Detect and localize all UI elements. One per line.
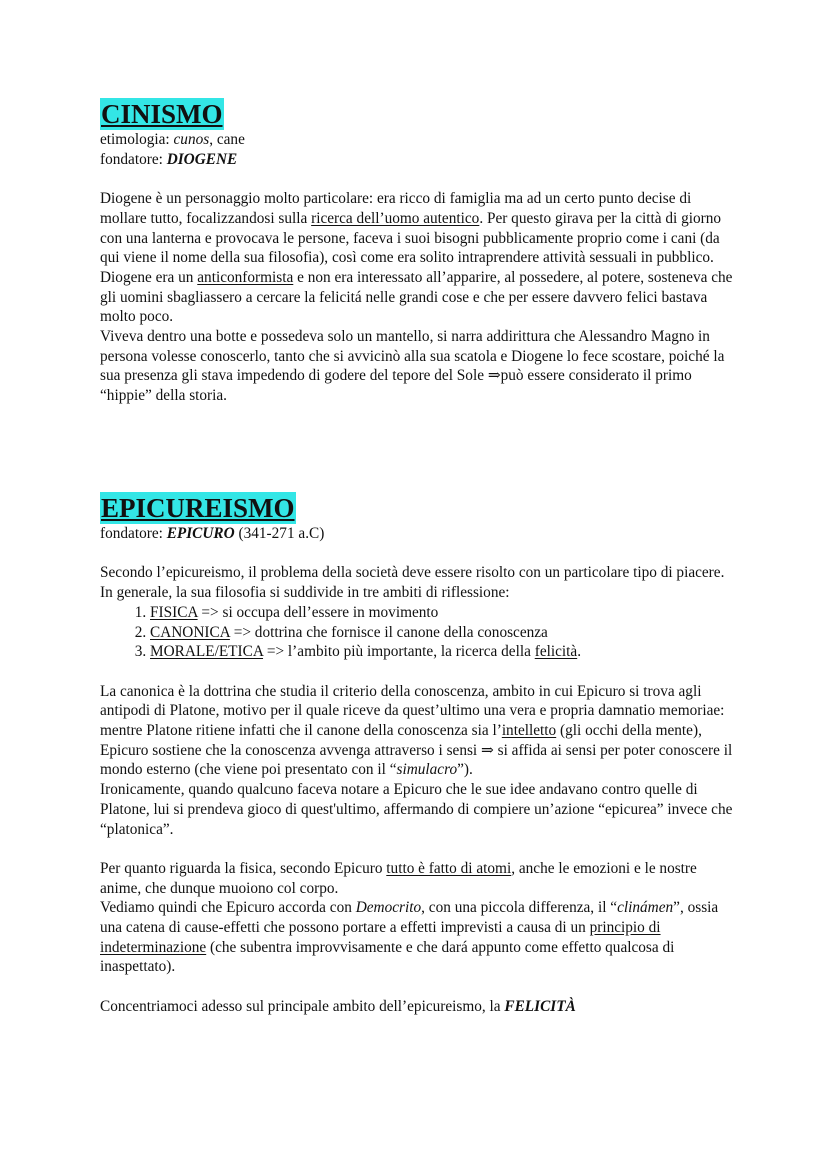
etymology-label: etimologia: xyxy=(100,131,174,148)
text: . xyxy=(577,643,582,661)
paragraph xyxy=(100,859,740,898)
founder-name: DIOGENE xyxy=(166,150,238,168)
text: Diogene era un xyxy=(100,268,198,286)
list-desc: => l’ambito più importante, la ricerca della xyxy=(263,643,535,661)
italic-text: Democrito xyxy=(355,899,422,917)
founder-name: EPICURO xyxy=(166,525,235,542)
bold-italic-text: FELICITÀ xyxy=(504,997,576,1015)
underlined-text: intelletto xyxy=(501,722,557,739)
text: , con una piccola differenza, il “ xyxy=(421,899,618,917)
italic-text: clinámen xyxy=(617,899,674,917)
text: ”, ossia una catena di cause-effetti che possono portare a effetti imprevisti a causa di un xyxy=(100,899,719,937)
founder-label: fondatore: xyxy=(100,150,167,168)
underlined-text: ricerca dell’uomo autentico xyxy=(311,209,480,227)
list-item xyxy=(150,603,740,623)
text: ”). xyxy=(457,761,473,779)
paragraph xyxy=(100,268,740,327)
underlined-text: tutto è fatto di atomi xyxy=(386,859,512,877)
founder-label: fondatore: xyxy=(100,525,167,542)
paragraph xyxy=(100,997,740,1017)
list-term: FISICA xyxy=(150,603,198,621)
text: , anche le emozioni e le nostre anime, che dunque muoiono col corpo. xyxy=(100,859,697,897)
list-term: CANONICA xyxy=(150,623,230,641)
italic-text: simulacro xyxy=(396,761,458,779)
text: (gli occhi della mente), Epicuro sostiene che la conoscenza avvenga attraverso i sensi ⇒ si affida ai sensi per poter conoscere il mondo esterno (che viene poi presentato con il “ xyxy=(100,722,733,779)
underlined-text: anticonformista xyxy=(197,268,294,286)
list-item xyxy=(150,642,740,662)
founder-line xyxy=(100,524,740,544)
etymology-line xyxy=(100,130,740,150)
paragraph: Ironicamente, quando qualcuno faceva notare a Epicuro che le sue idee andavano contro quelle di Platone, lui si prendeva gioco di quest'ultimo, affermando di compiere un’azione “epicurea” invece che “platonica”. xyxy=(100,781,733,838)
paragraph: Viveva dentro una botte e possedeva solo un mantello, si narra addirittura che Alessandro Magno in persona volesse conoscerlo, tanto che si avvicinò alla sua scatola e Diogene lo fece scostare, poiché la sua presenza gli stava impedendo di godere del tepore del Sole ⇒può essere considerato il primo “hippie” della storia. xyxy=(100,328,725,405)
text: La canonica è la dottrina che studia il criterio della conoscenza, ambito in cui Epicuro si trova agli antipodi di Platone, motivo per il quale riceve da quest’ultimo una vera e propria damnatio memoriae: mentre Platone ritiene infatti che il canone della conoscenza sia l’ xyxy=(100,682,725,739)
ambiti-list xyxy=(100,603,740,662)
list-item xyxy=(150,623,740,643)
founder-line xyxy=(100,150,740,170)
text: (che subentra improvvisamente e che dará appunto come effetto qualcosa di inaspettato). xyxy=(100,938,675,976)
text: Concentriamoci adesso sul principale ambito dell’epicureismo, la xyxy=(100,997,505,1015)
list-desc: => si occupa dell’essere in movimento xyxy=(197,603,439,621)
text: . Per questo girava per la città di giorno con una lanterna e provocava le persone, faceva i suoi bisogni pubblicamente proprio come i cani (da qui viene il nome della sua filosofia), così come era solito intraprendere attività sessuali in pubblico. xyxy=(100,209,722,267)
list-term: MORALE/ETICA xyxy=(150,643,264,661)
underlined-text: principio di indeterminazione xyxy=(100,919,661,956)
paragraph xyxy=(100,682,740,781)
heading-epicureismo: EPICUREISMO xyxy=(101,493,295,523)
paragraph xyxy=(100,189,740,268)
paragraph: In generale, la sua filosofia si suddivide in tre ambiti di riflessione: xyxy=(100,584,510,602)
text: Per quanto riguarda la fisica, secondo Epicuro xyxy=(100,859,387,877)
text: Vediamo quindi che Epicuro accorda con xyxy=(100,899,356,917)
underlined-text: felicità xyxy=(534,643,578,661)
section-cinismo xyxy=(100,98,740,406)
heading-cinismo: CINISMO xyxy=(101,99,223,129)
text: e non era interessato all’apparire, al possedere, al potere, sosteneva che gli uomini sbagliassero a cercare la felicitá nelle grandi cose e che per essere davvero felici bastava molto poco. xyxy=(100,268,733,326)
founder-dates: (341-271 a.C) xyxy=(234,525,325,542)
etymology-term: cunos xyxy=(173,131,210,148)
section-epicureismo xyxy=(100,492,740,1017)
list-desc: => dottrina che fornisce il canone della conoscenza xyxy=(229,623,548,641)
etymology-meaning: , cane xyxy=(209,131,245,148)
paragraph xyxy=(100,898,740,977)
paragraph: Secondo l’epicureismo, il problema della società deve essere risolto con un particolare tipo di piacere. xyxy=(100,564,725,582)
text: Diogene è un personaggio molto particolare: era ricco di famiglia ma ad un certo punto decise di mollare tutto, focalizzandosi sulla xyxy=(100,190,692,227)
